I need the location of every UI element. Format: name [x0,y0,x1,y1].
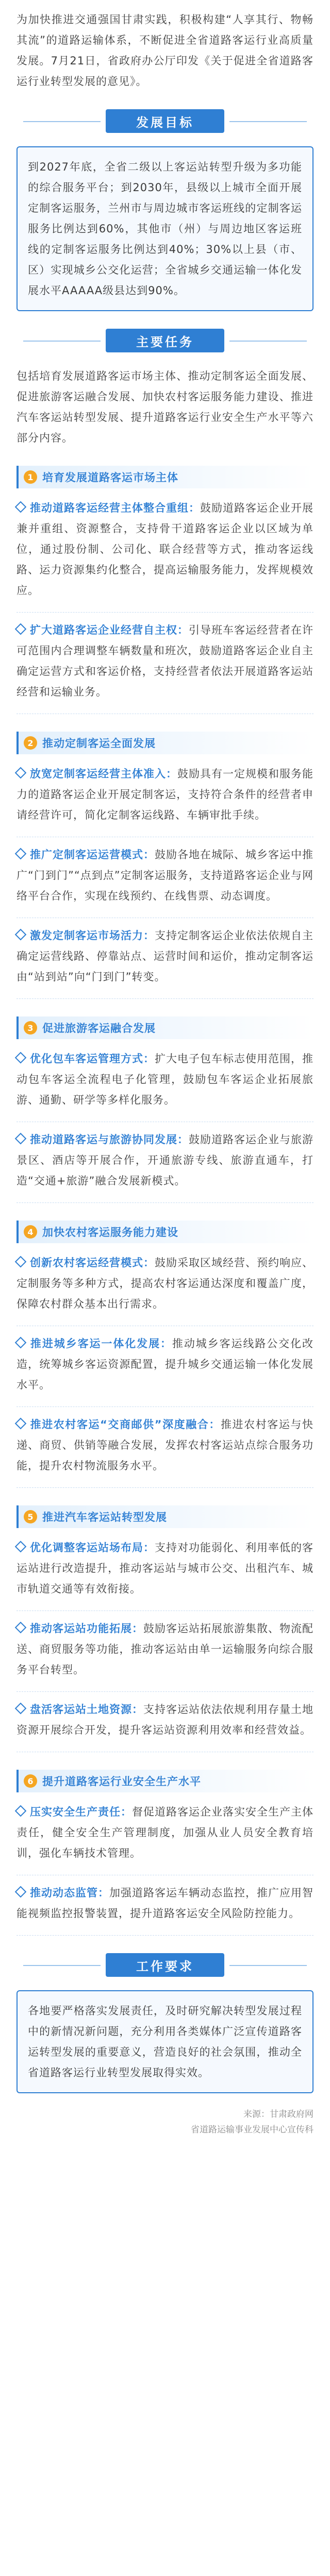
task-item [16,1699,314,1752]
publisher-credit: 省道路运输事业发展中心宣传科 [191,2125,314,2135]
task-item-lead: 优化包车客运管理方式： [30,1053,155,1065]
subsection-header-6 [16,1770,314,1792]
task-item-body: 支持定制客运企业依法依规自主确定运营线路、停靠站点、运营时间和运价，推动定制客运由“站到站”向“门到门”转变。 [16,929,314,983]
subsection-header-2 [16,732,314,754]
diamond-bullet-icon [15,623,27,635]
requirements-heading: 工作要求 [106,1953,224,1977]
task-item-lead: 压实安全生产责任： [30,1806,132,1818]
subsection-title: 推进汽车客运站转型发展 [42,1511,167,1523]
diamond-bullet-icon [15,848,27,860]
subsection-header-5 [16,1505,314,1528]
subsection-header-1 [16,466,314,488]
diamond-bullet-icon [15,1703,27,1715]
task-item [16,1252,314,1326]
subsection-title: 加快农村客运服务能力建设 [42,1226,178,1239]
diamond-bullet-icon [15,1052,27,1064]
tasks-heading: 主要任务 [106,329,224,352]
diamond-bullet-icon [15,1805,27,1817]
task-item-body: 支持客运站依法依规利用存量土地资源开展综合开发，提升客运站资源利用效率和经营效益。 [16,1703,314,1736]
task-item [16,764,314,837]
task-item-lead: 推动道路客运经营主体整合重组： [30,502,200,514]
goals-body: 到2027年底，全省二级以上客运站转型升级为多功能的综合服务平台；到2030年，县级以上城市全面开展定制客运服务，兰州市与周边城市客运班线的定制客运服务比例达到60%，其他市（州）与周边地区客运班线的定制客运服务比例达到40%；30%以上县（市、区）实现城乡公交化运营；全省城乡交通运输一体化发展水平AAAAA级县达到90%。 [28,161,302,297]
task-item-lead: 推进农村客运“交商邮供”深度融合： [30,1418,221,1431]
subsection-title: 培育发展道路客运市场主体 [42,471,178,484]
subsection-number: 1 [24,470,37,484]
task-item [16,844,314,918]
intro-paragraph: 为加快推进交通强国甘肃实践，积极构建“人享其行、物畅其流”的道路运输体系，不断促进全省道路客运行业高质量发展。7月21日，省政府办公厅印发《关于促进全省道路客运行业转型发展的意见》。 [16,13,314,88]
requirements-section-header [16,1953,314,1977]
task-item [16,1883,314,1936]
diamond-bullet-icon [15,1418,27,1430]
diamond-bullet-icon [15,501,27,513]
task-item-body: 引导班车客运经营者在许可范围内合理调整车辆数量和班次，鼓励道路客运企业自主确定运营方式和客运价格，支持经营者依法开展道路客运站经营和运输业务。 [16,624,314,698]
diamond-bullet-icon [15,1886,27,1898]
subsection-number: 2 [24,736,37,750]
task-item-lead: 激发定制客运市场活力： [30,929,155,942]
task-item [16,1048,314,1122]
subsection-header-3 [16,1016,314,1039]
task-item-body: 扩大电子包车标志使用范围，推动包车客运全流程电子化管理，鼓励包车客运企业拓展旅游、通勤、研学等多样化服务。 [16,1053,314,1106]
task-item [16,498,314,613]
task-item-body: 鼓励道路客运企业与旅游景区、酒店等开展合作，开通旅游专线、旅游直通车，打造“交通+旅游”融合发展新模式。 [16,1133,314,1187]
subsection-title: 促进旅游客运融合发展 [42,1022,156,1035]
diamond-bullet-icon [15,1541,27,1553]
diamond-bullet-icon [15,929,27,941]
subsection-title: 推动定制客运全面发展 [42,737,156,750]
task-item-lead: 推进城乡客运一体化发展： [30,1337,172,1350]
tasks-section-header [16,329,314,352]
task-item-lead: 推动客运站功能拓展： [30,1622,143,1635]
task-item-body: 鼓励客运站拓展旅游集散、物流配送、商贸服务等功能，推动客运站由单一运输服务向综合服务平台转型。 [16,1622,314,1676]
task-item-lead: 放宽定制客运经营主体准入： [30,768,177,780]
task-item-body: 鼓励道路客运企业开展兼并重组、资源整合，支持骨干道路客运企业以区域为单位，通过股份制、公司化、联合经营等方式，推动客运线路、运力资源集约化整合，提高运输服务能力，发挥规模效应。 [16,502,314,597]
task-item-lead: 推动道路客运与旅游协同发展： [30,1133,189,1146]
subsection-header-4 [16,1221,314,1243]
requirements-body: 各地要严格落实发展责任，及时研究解决转型发展过程中的新情况新问题，充分利用各类媒体广泛宣传道路客运转型发展的重要意义，营造良好的社会氛围，推动全省道路客运行业转型发展取得实效。 [28,2005,302,2079]
task-item-body: 推动城乡客运线路公交化改造，统筹城乡客运资源配置，提升城乡交通运输一体化发展水平。 [16,1337,314,1391]
task-item-body: 鼓励采取区域经营、预约响应、定制服务等多种方式，提高农村客运通达深度和覆盖广度，保障农村群众基本出行需求。 [16,1257,314,1310]
task-item-body: 支持对功能弱化、利用率低的客运站进行改造提升，推动客运站与城市公交、出租汽车、城市轨道交通等有效衔接。 [16,1541,314,1595]
goals-box [16,146,314,311]
diamond-bullet-icon [15,1133,27,1145]
task-item-lead: 盘活客运站土地资源： [30,1703,143,1716]
diamond-bullet-icon [15,1337,27,1349]
source-credit: 来源：甘肃政府网 [243,2109,314,2120]
diamond-bullet-icon [15,767,27,779]
task-item-body: 推进农村客运与快递、商贸、供销等融合发展，发挥农村客运站点综合服务功能，提升农村物流服务水平。 [16,1418,314,1472]
subsection-number: 6 [24,1774,37,1788]
task-item [16,925,314,999]
goals-section-header [16,109,314,133]
task-item-lead: 优化调整客运站场布局： [30,1541,155,1554]
goals-heading: 发展目标 [106,109,224,133]
task-item [16,1129,314,1203]
task-item [16,1802,314,1875]
task-item [16,1618,314,1692]
diamond-bullet-icon [15,1256,27,1268]
task-item-lead: 推动动态监管： [30,1887,109,1899]
task-item-body: 鼓励各地在城际、城乡客运中推广“门到门”“点到点”定制客运服务，支持道路客运企业与网络平台合作，实现在线预约、在线售票、动态调度。 [16,849,314,902]
task-item-lead: 创新农村客运经营模式： [30,1257,155,1269]
subsection-number: 5 [24,1510,37,1523]
diamond-bullet-icon [15,1622,27,1634]
task-item-body: 鼓励具有一定规模和服务能力的道路客运企业开展定制客运，支持符合条件的经营者申请经营许可，简化定制客运线路、车辆审批手续。 [16,768,314,821]
task-item [16,620,314,714]
task-item [16,1333,314,1407]
tasks-intro: 包括培育发展道路客运市场主体、推动定制客运全面发展、促进旅游客运融合发展、加快农村客运服务能力建设、推进汽车客运站转型发展、提升道路客运行业安全生产水平等六部分内容。 [16,370,314,444]
task-item [16,1537,314,1611]
task-item [16,1414,314,1488]
task-item-lead: 推广定制客运运营模式： [30,849,155,861]
subsection-title: 提升道路客运行业安全生产水平 [42,1775,201,1788]
subsection-number: 4 [24,1225,37,1239]
task-item-body: 督促道路客运企业落实安全生产主体责任，健全安全生产管理制度，加强从业人员安全教育培训，强化车辆技术管理。 [16,1806,314,1859]
task-item-lead: 扩大道路客运企业经营自主权： [30,624,189,636]
task-item-body: 加强道路客运车辆动态监控，推广应用智能视频监控报警装置，提升道路客运安全风险防控能力。 [16,1887,314,1920]
subsection-number: 3 [24,1021,37,1035]
requirements-box [16,1990,314,2093]
